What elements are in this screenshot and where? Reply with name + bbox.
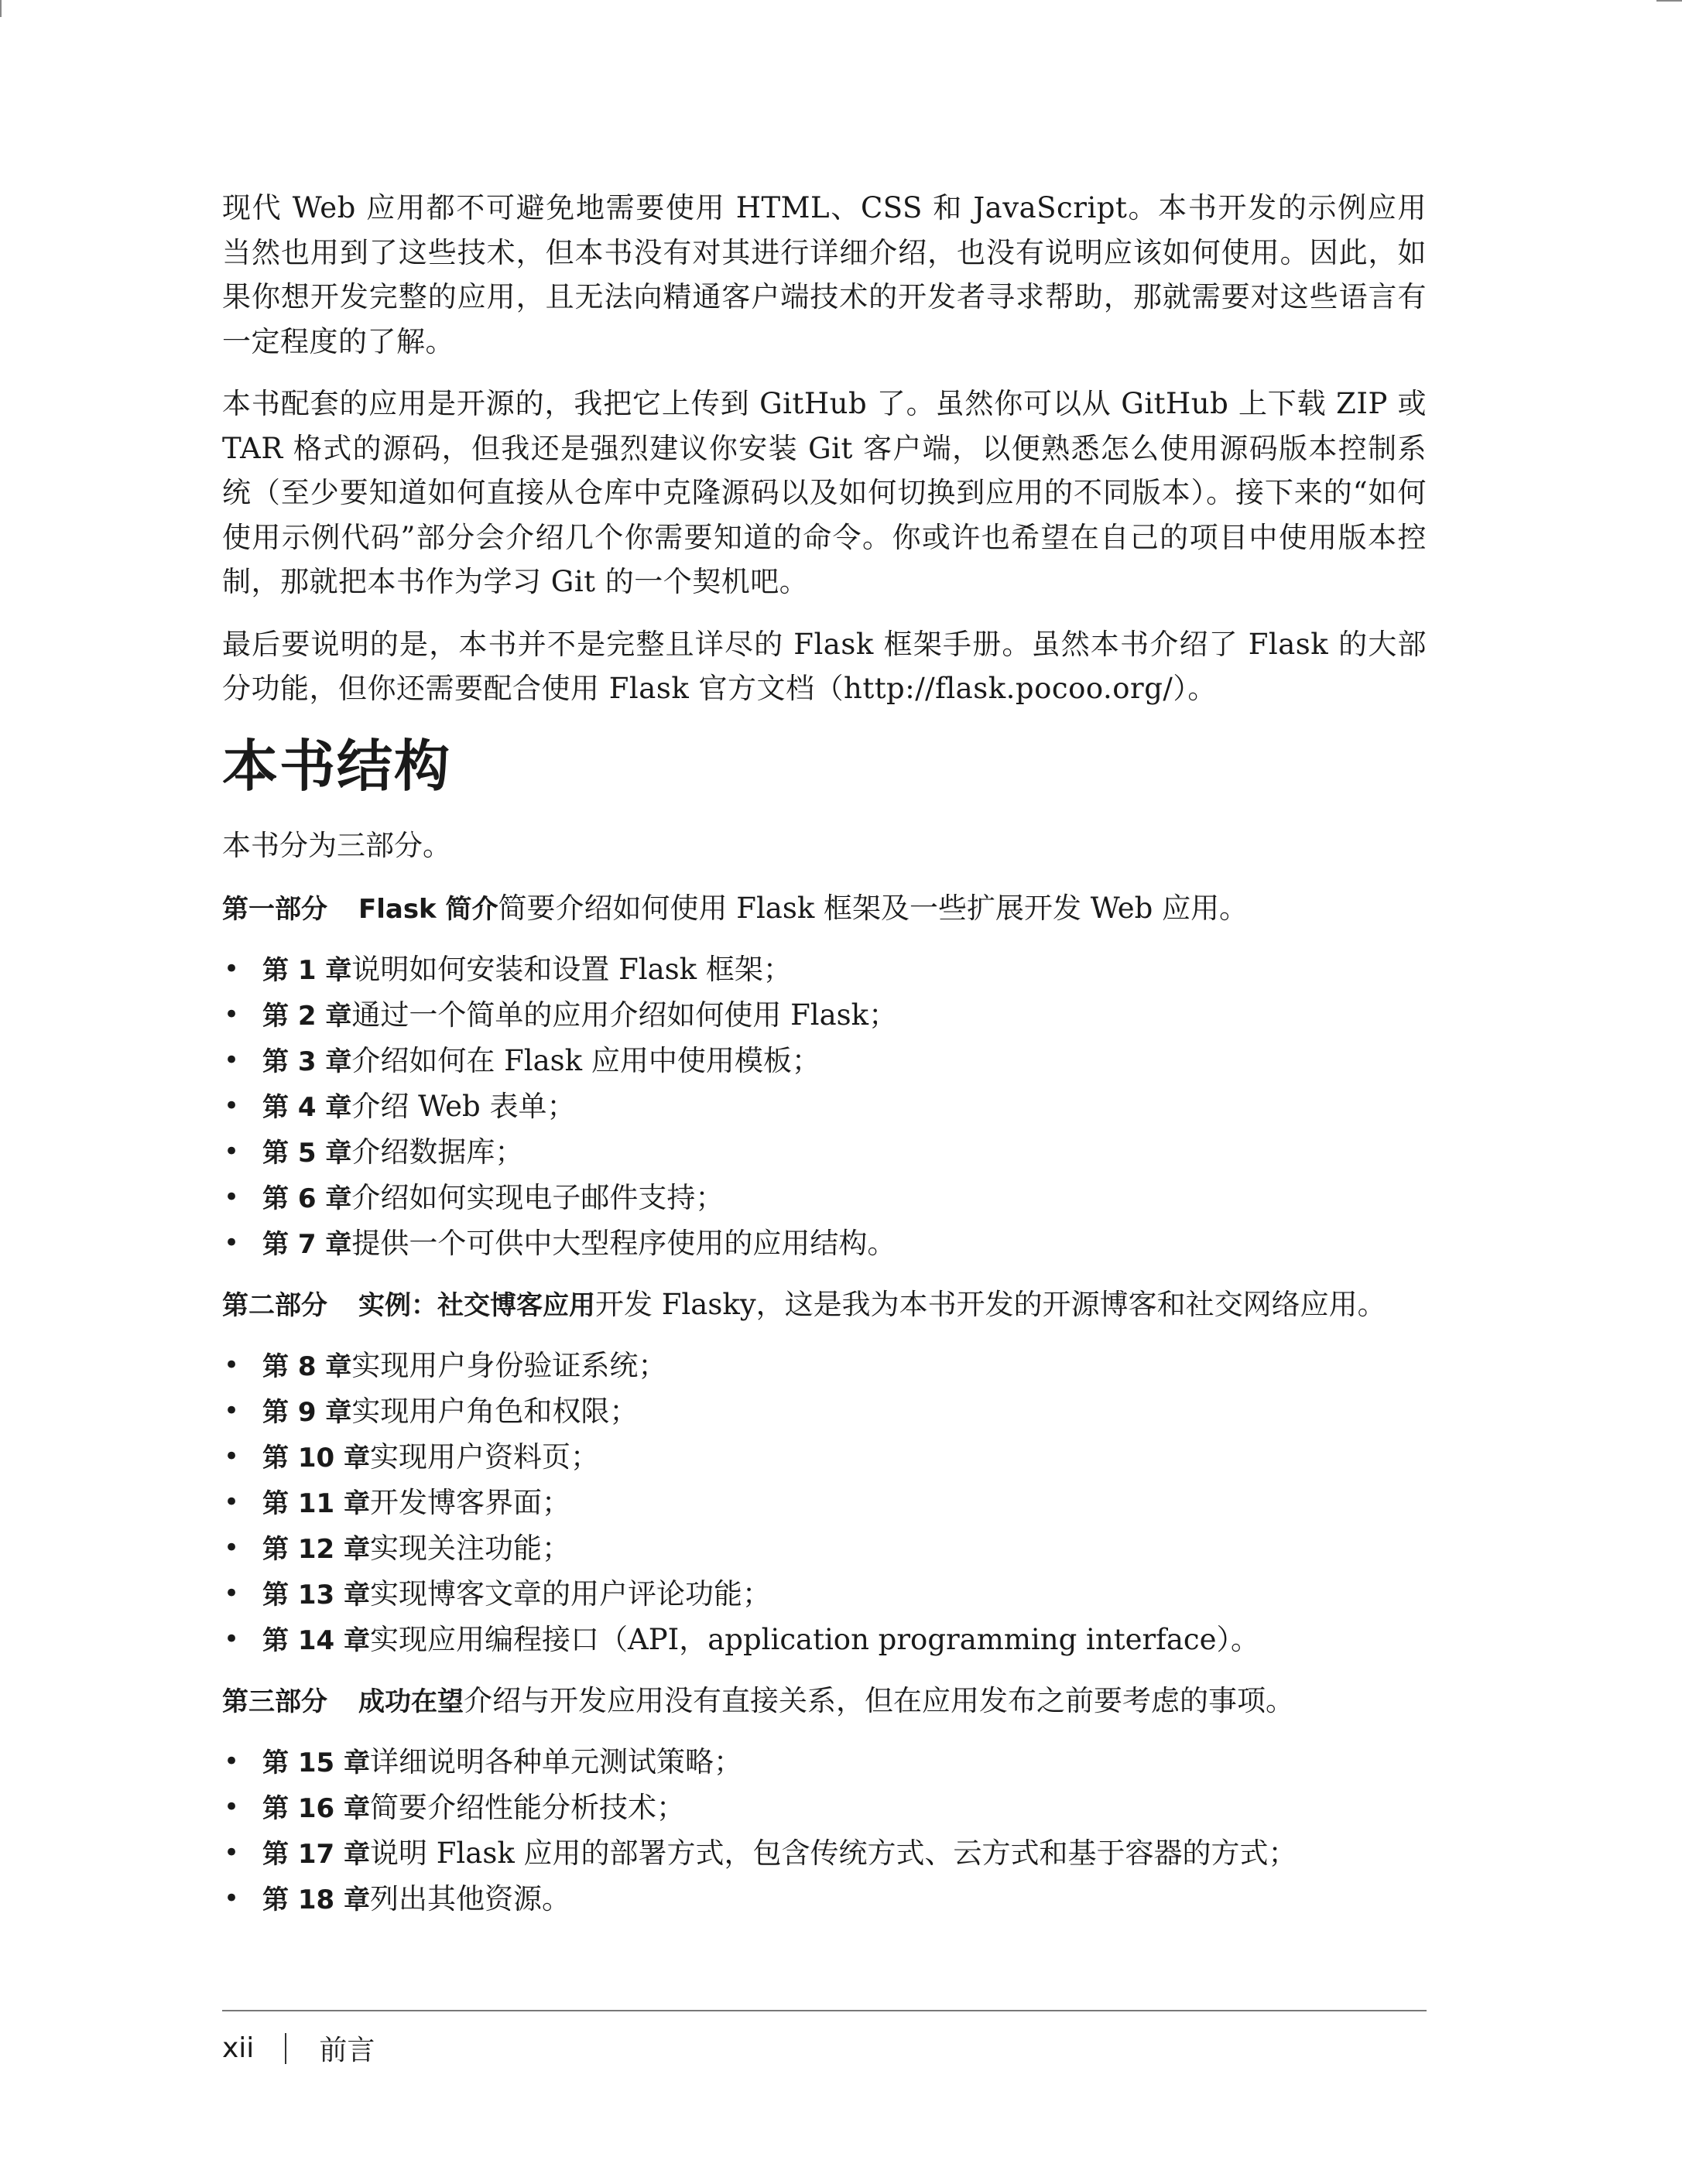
list-item <box>222 1344 1427 1389</box>
chapter-label: 第 5 章 <box>262 1137 352 1169</box>
chapter-text: 介绍如何实现电子邮件支持； <box>351 1180 725 1214</box>
list-item <box>222 1084 1427 1130</box>
chapter-label: 第 7 章 <box>262 1228 352 1260</box>
chapter-text: 实现用户身份验证系统； <box>351 1348 667 1382</box>
list-item <box>222 1221 1427 1267</box>
bullet-icon: • <box>224 953 240 984</box>
chapter-label: 第 10 章 <box>262 1442 370 1474</box>
list-item <box>222 993 1427 1039</box>
chapter-label: 第 17 章 <box>262 1838 370 1870</box>
list-item <box>222 1389 1427 1435</box>
part-2-chapter-list <box>222 1344 1427 1663</box>
list-item <box>222 1572 1427 1617</box>
part-title: 实例：社交博客应用 <box>358 1289 595 1321</box>
chapter-text: 实现应用编程接口（API，application programming interface）。 <box>370 1622 1260 1656</box>
crop-mark-top-left-vertical <box>0 0 2 17</box>
bullet-icon: • <box>224 1486 240 1518</box>
page-body <box>222 186 1427 1938</box>
chapter-label: 第 13 章 <box>262 1579 370 1611</box>
footer-section-name: 前言 <box>319 2035 375 2066</box>
footer-row <box>222 2028 1427 2068</box>
bullet-icon: • <box>224 1044 240 1076</box>
part-1 <box>222 886 1427 1267</box>
paragraph-2: 本书配套的应用是开源的，我把它上传到 GitHub 了。虽然你可以从 GitHub 上下载 ZIP 或 TAR 格式的源码，但我还是强烈建议你安装 Git 客户端，以便熟悉怎么使用源码版本控制系统（至少要知道如何直接从仓库中克隆源码以及如何切换到应用的不同版本）。接下来的“如何使用示例代码”部分会介绍几个你需要知道的命令。你或许也希望在自己的项目中使用版本控制，那就把本书作为学习 Git 的一个契机吧。 <box>222 387 1427 598</box>
chapter-label: 第 8 章 <box>262 1350 352 1382</box>
bullet-icon: • <box>224 1791 240 1823</box>
list-item <box>222 947 1427 993</box>
bullet-icon: • <box>224 1882 240 1914</box>
paragraph-1: 现代 Web 应用都不可避免地需要使用 HTML、CSS 和 JavaScript。本书开发的示例应用当然也用到了这些技术，但本书没有对其进行详细介绍，也没有说明应该如何使用。因此，如果你想开发完整的应用，且无法向精通客户端技术的开发者寻求帮助，那就需要对这些语言有一定程度的了解。 <box>222 191 1427 358</box>
bullet-icon: • <box>224 1090 240 1121</box>
part-label: 第三部分 <box>222 1686 327 1717</box>
footer-divider <box>285 2033 286 2064</box>
list-item <box>222 1831 1427 1877</box>
part-title: 成功在望 <box>358 1686 464 1717</box>
list-item <box>222 1740 1427 1785</box>
crop-mark-top-right-horizontal <box>1656 0 1682 2</box>
chapter-label: 第 12 章 <box>262 1533 370 1565</box>
bullet-icon: • <box>224 1577 240 1609</box>
bullet-icon: • <box>224 1532 240 1563</box>
part-label: 第二部分 <box>222 1289 327 1321</box>
page-footer <box>222 2010 1427 2068</box>
list-item <box>222 1481 1427 1526</box>
chapter-text: 详细说明各种单元测试策略； <box>370 1744 742 1778</box>
bullet-icon: • <box>224 1745 240 1777</box>
chapter-text: 实现用户角色和权限； <box>351 1394 639 1428</box>
chapter-label: 第 6 章 <box>262 1183 352 1214</box>
chapter-text: 提供一个可供中大型程序使用的应用结构。 <box>351 1226 896 1260</box>
part-title: Flask 简介 <box>358 893 498 925</box>
chapter-label: 第 18 章 <box>262 1884 370 1915</box>
list-item <box>222 1130 1427 1176</box>
chapter-text: 介绍如何在 Flask 应用中使用模板； <box>351 1043 820 1077</box>
bullet-icon: • <box>224 1181 240 1213</box>
chapter-text: 实现关注功能； <box>370 1531 570 1565</box>
chapter-text: 开发博客界面； <box>370 1485 570 1519</box>
page-number: xii <box>222 2032 255 2064</box>
list-item <box>222 1877 1427 1922</box>
chapter-text: 通过一个简单的应用介绍如何使用 Flask； <box>351 998 898 1032</box>
part-3-chapter-list <box>222 1740 1427 1922</box>
bullet-icon: • <box>224 1227 240 1258</box>
list-item <box>222 1176 1427 1221</box>
chapter-label: 第 1 章 <box>262 954 352 986</box>
chapter-label: 第 14 章 <box>262 1624 370 1656</box>
chapter-label: 第 2 章 <box>262 1000 352 1032</box>
chapter-label: 第 11 章 <box>262 1487 370 1519</box>
list-item <box>222 1617 1427 1663</box>
list-item <box>222 1785 1427 1831</box>
chapter-label: 第 15 章 <box>262 1747 370 1778</box>
part-1-chapter-list <box>222 947 1427 1267</box>
section-intro: 本书分为三部分。 <box>222 828 451 862</box>
paragraph-3: 最后要说明的是，本书并不是完整且详尽的 Flask 框架手册。虽然本书介绍了 Flask 的大部分功能，但你还需要配合使用 Flask 官方文档（http://flask.pocoo.org/）。 <box>222 627 1427 705</box>
part-label: 第一部分 <box>222 893 327 925</box>
part-description: 介绍与开发应用没有直接关系，但在应用发布之前要考虑的事项。 <box>464 1683 1294 1717</box>
part-3-summary <box>222 1679 1427 1724</box>
bullet-icon: • <box>224 1349 240 1381</box>
chapter-text: 简要介绍性能分析技术； <box>370 1790 685 1824</box>
part-description: 简要介绍如何使用 Flask 框架及一些扩展开发 Web 应用。 <box>498 891 1249 925</box>
bullet-icon: • <box>224 998 240 1030</box>
chapter-text: 列出其他资源。 <box>370 1881 570 1915</box>
list-item <box>222 1435 1427 1481</box>
bullet-icon: • <box>224 1135 240 1167</box>
bullet-icon: • <box>224 1395 240 1426</box>
chapter-text: 实现博客文章的用户评论功能； <box>370 1576 771 1611</box>
bullet-icon: • <box>224 1440 240 1472</box>
chapter-text: 说明如何安装和设置 Flask 框架； <box>351 952 792 986</box>
chapter-text: 介绍 Web 表单； <box>351 1089 576 1123</box>
chapter-text: 实现用户资料页； <box>370 1439 599 1474</box>
chapter-label: 第 16 章 <box>262 1792 370 1824</box>
chapter-text: 介绍数据库； <box>351 1135 524 1169</box>
part-3 <box>222 1679 1427 1922</box>
part-2 <box>222 1282 1427 1663</box>
section-heading: 本书结构 <box>222 733 452 799</box>
chapter-label: 第 9 章 <box>262 1396 352 1428</box>
chapter-label: 第 4 章 <box>262 1091 352 1123</box>
list-item <box>222 1039 1427 1084</box>
chapter-text: 说明 Flask 应用的部署方式，包含传统方式、云方式和基于容器的方式； <box>370 1836 1297 1870</box>
part-description: 开发 Flasky，这是我为本书开发的开源博客和社交网络应用。 <box>595 1287 1386 1321</box>
part-1-summary <box>222 886 1427 932</box>
list-item <box>222 1526 1427 1572</box>
part-2-summary <box>222 1282 1427 1328</box>
bullet-icon: • <box>224 1623 240 1655</box>
bullet-icon: • <box>224 1837 240 1868</box>
chapter-label: 第 3 章 <box>262 1046 352 1077</box>
